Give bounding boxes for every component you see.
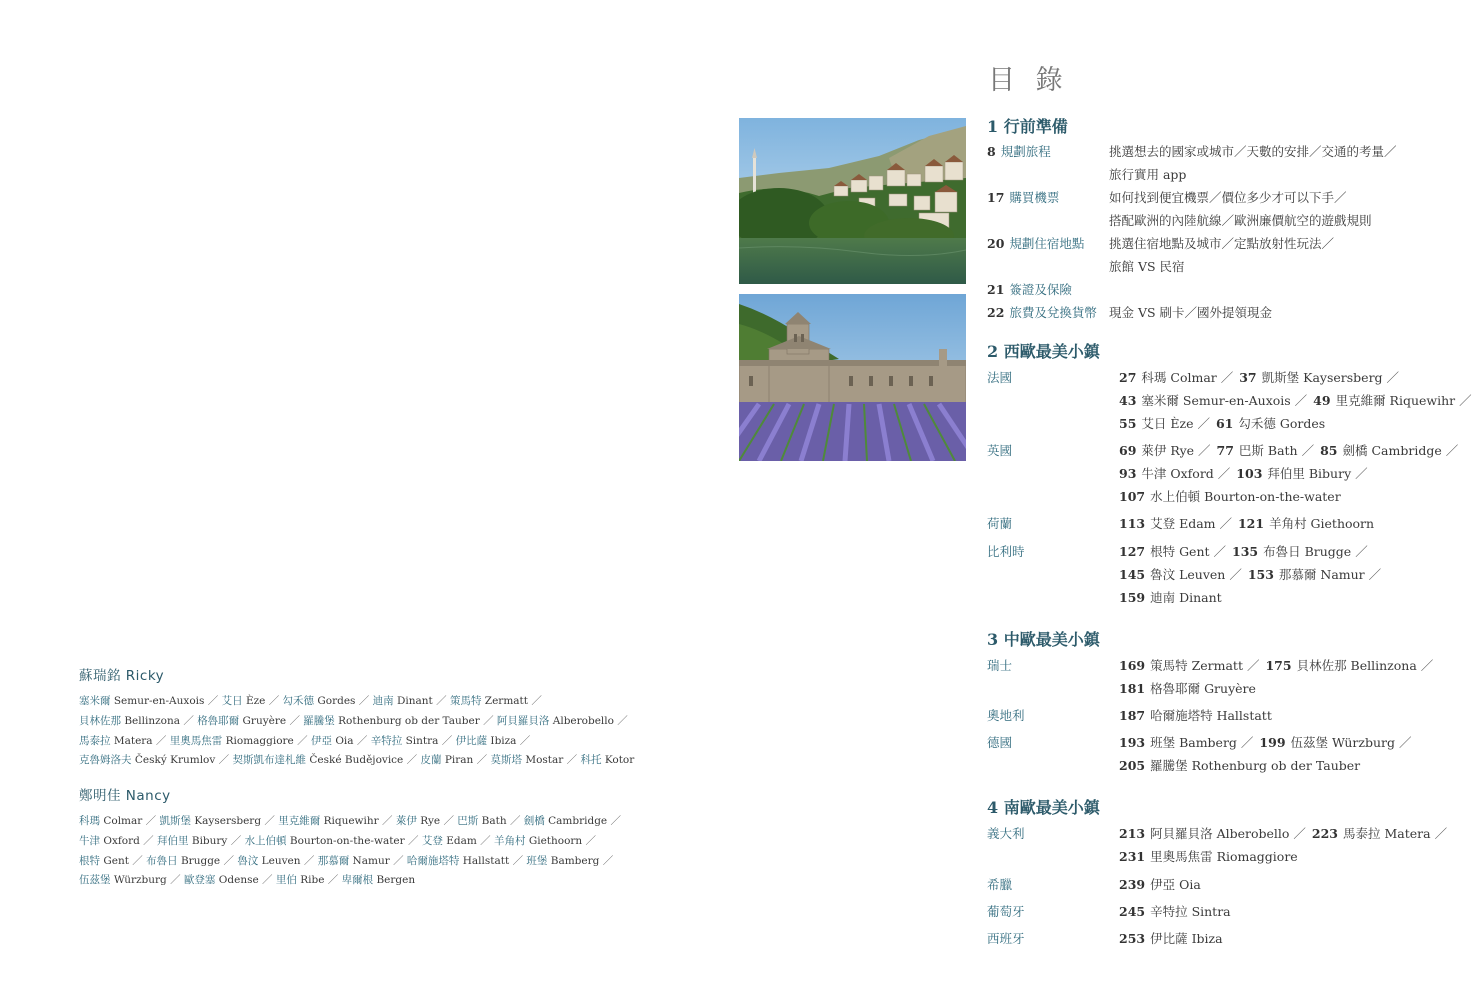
separator: ／ bbox=[610, 815, 621, 827]
country-name: 英國 bbox=[987, 443, 1013, 458]
town-line bbox=[1117, 731, 1411, 754]
town-name: 那慕爾 Namur bbox=[1278, 567, 1365, 582]
town-name-en: Bergen bbox=[376, 874, 416, 887]
town-name-zh: 班堡 bbox=[526, 854, 548, 867]
town-name-zh: 伊亞 bbox=[310, 734, 332, 747]
town-name-zh: 巴斯 bbox=[457, 815, 479, 827]
description-line: 旅行實用 app bbox=[1109, 167, 1187, 182]
town-name-en: Semur-en-Auxois bbox=[113, 695, 205, 707]
separator: ／ bbox=[436, 695, 447, 707]
town-name-zh: 羅騰堡 bbox=[303, 714, 335, 727]
entry-description bbox=[1109, 140, 1397, 186]
separator: ／ bbox=[408, 834, 419, 847]
page-number: 55 bbox=[1119, 416, 1137, 431]
separator: ／ bbox=[443, 815, 454, 827]
town-name: 阿貝羅貝洛 Alberobello bbox=[1150, 826, 1290, 841]
toc-title: 目 錄 bbox=[988, 65, 1069, 96]
town-name-zh: 迪南 bbox=[372, 695, 394, 707]
separator: ／ bbox=[1220, 370, 1234, 385]
town-name: 伍茲堡 Würzburg bbox=[1290, 735, 1395, 750]
town-line bbox=[1117, 654, 1433, 677]
page-number: 153 bbox=[1247, 567, 1274, 582]
author-town-line bbox=[79, 871, 719, 891]
author-town-line bbox=[79, 852, 719, 872]
town-line bbox=[1117, 485, 1458, 508]
town-name-zh: 阿貝羅貝洛 bbox=[496, 714, 550, 727]
page-number: 187 bbox=[1119, 708, 1146, 723]
town-name-zh: 格魯耶爾 bbox=[197, 714, 240, 727]
town-name-zh: 伍茲堡 bbox=[79, 874, 111, 887]
toc-entry-label bbox=[987, 186, 1059, 209]
author-town-line bbox=[79, 751, 719, 771]
town-line bbox=[1117, 822, 1447, 845]
country-name: 葡萄牙 bbox=[987, 904, 1025, 919]
town-name-en: České Budějovice bbox=[309, 754, 404, 767]
town-name: 迪南 Dinant bbox=[1150, 590, 1222, 605]
town-name-en: Würzburg bbox=[113, 874, 167, 887]
town-name-en: Český Krumlov bbox=[134, 754, 216, 767]
separator: ／ bbox=[1301, 443, 1315, 458]
town-list bbox=[1117, 731, 1411, 777]
town-list bbox=[1117, 366, 1472, 435]
town-name-zh: 羊角村 bbox=[493, 834, 526, 847]
town-line bbox=[1117, 512, 1374, 535]
town-name: 羅騰堡 Rothenburg ob der Tauber bbox=[1150, 758, 1361, 773]
town-name-zh: 那慕爾 bbox=[317, 854, 350, 867]
town-name: 班堡 Bamberg bbox=[1150, 735, 1237, 750]
town-name-en: Rothenburg ob der Tauber bbox=[338, 714, 480, 727]
separator: ／ bbox=[1293, 826, 1306, 841]
description-line: 現金 VS 刷卡／國外提領現金 bbox=[1109, 305, 1273, 320]
separator: ／ bbox=[218, 754, 230, 767]
town-list bbox=[1117, 654, 1433, 700]
town-name-zh: 艾登 bbox=[421, 834, 443, 847]
chapter-heading: 1 行前準備 bbox=[987, 117, 1068, 136]
town-line bbox=[1117, 754, 1411, 777]
photo-river-town bbox=[739, 118, 966, 284]
town-name-en: Cambridge bbox=[548, 815, 608, 827]
town-name: 艾登 Edam bbox=[1150, 516, 1216, 531]
page-number: 169 bbox=[1119, 658, 1146, 673]
town-name-zh: 布魯日 bbox=[146, 854, 178, 867]
town-list bbox=[1117, 704, 1272, 727]
town-name-zh: 艾日 bbox=[221, 695, 243, 707]
town-name-zh: 里克維爾 bbox=[278, 815, 321, 827]
town-name-zh: 馬泰拉 bbox=[79, 734, 111, 747]
separator: ／ bbox=[1434, 826, 1448, 841]
town-name-en: Gent bbox=[103, 854, 129, 867]
separator: ／ bbox=[1398, 735, 1412, 750]
town-name-en: Sintra bbox=[405, 734, 439, 747]
town-name: 萊伊 Rye bbox=[1141, 443, 1195, 458]
entry-description bbox=[1109, 232, 1334, 278]
author-name: 鄭明佳 Nancy bbox=[79, 788, 171, 804]
separator: ／ bbox=[297, 734, 308, 747]
town-line bbox=[1117, 439, 1458, 462]
description-line: 挑選住宿地點及城市／定點放射性玩法／ bbox=[1109, 236, 1335, 251]
town-name-en: Bamberg bbox=[550, 854, 600, 867]
town-name-zh: 哈爾施塔特 bbox=[406, 854, 460, 867]
separator: ／ bbox=[1219, 516, 1232, 531]
town-name: 里克維爾 Riquewihr bbox=[1335, 393, 1456, 408]
town-name-zh: 卑爾根 bbox=[341, 874, 374, 887]
town-name-zh: 拜伯里 bbox=[157, 834, 189, 847]
town-name-en: Oxford bbox=[103, 834, 140, 847]
author-nancy bbox=[79, 784, 719, 891]
country-name: 希臘 bbox=[987, 877, 1013, 892]
separator: ／ bbox=[483, 714, 494, 727]
toc-entry-label bbox=[987, 140, 1051, 163]
page-number: 37 bbox=[1239, 370, 1257, 385]
page-number: 223 bbox=[1311, 826, 1338, 841]
separator: ／ bbox=[268, 695, 280, 707]
town-line bbox=[1117, 873, 1201, 896]
separator: ／ bbox=[1217, 466, 1231, 481]
town-line bbox=[1117, 704, 1272, 727]
separator: ／ bbox=[183, 714, 194, 727]
town-name: 伊亞 Oia bbox=[1150, 877, 1201, 892]
town-list bbox=[1117, 540, 1381, 609]
photo-abbey-lavender bbox=[739, 294, 966, 461]
town-name: 馬泰拉 Matera bbox=[1343, 826, 1431, 841]
town-name-en: Odense bbox=[218, 874, 259, 887]
separator: ／ bbox=[476, 754, 488, 767]
page-number: 93 bbox=[1119, 466, 1137, 481]
separator: ／ bbox=[264, 815, 275, 827]
author-town-line bbox=[79, 692, 719, 712]
page-number: 22 bbox=[987, 305, 1005, 320]
town-name-en: Rye bbox=[420, 815, 441, 827]
town-name-zh: 契斯凱布達札維 bbox=[232, 754, 306, 767]
right-page bbox=[739, 0, 1478, 1000]
town-name-en: Kaysersberg bbox=[194, 815, 262, 827]
separator: ／ bbox=[1240, 735, 1254, 750]
town-name: 貝林佐那 Bellinzona bbox=[1296, 658, 1417, 673]
town-list bbox=[1117, 512, 1374, 535]
page-number: 17 bbox=[987, 190, 1005, 205]
page-number: 49 bbox=[1313, 393, 1331, 408]
town-line bbox=[1117, 677, 1433, 700]
page-number: 245 bbox=[1119, 904, 1146, 919]
page-number: 20 bbox=[987, 236, 1005, 251]
separator: ／ bbox=[617, 714, 628, 727]
town-list bbox=[1117, 822, 1447, 868]
town-name: 格魯耶爾 Gruyère bbox=[1150, 681, 1256, 696]
town-line bbox=[1117, 366, 1472, 389]
chapter-heading: 2 西歐最美小鎮 bbox=[987, 342, 1100, 361]
description-line: 挑選想去的國家或城市／天數的安排／交通的考量／ bbox=[1109, 144, 1397, 159]
country-name: 比利時 bbox=[987, 544, 1025, 559]
separator: ／ bbox=[1213, 544, 1227, 559]
country-name: 荷蘭 bbox=[987, 516, 1013, 531]
town-name-en: Èze bbox=[245, 695, 266, 707]
page-number: 253 bbox=[1119, 931, 1146, 946]
separator: ／ bbox=[602, 854, 614, 867]
town-line bbox=[1117, 927, 1223, 950]
town-name-zh: 劍橋 bbox=[523, 815, 545, 827]
separator: ／ bbox=[480, 834, 491, 847]
page-number: 113 bbox=[1119, 516, 1146, 531]
town-name-zh: 辛特拉 bbox=[370, 734, 403, 747]
town-name-zh: 貝林佐那 bbox=[79, 714, 121, 727]
town-name: 伊比薩 Ibiza bbox=[1150, 931, 1223, 946]
page-number: 103 bbox=[1236, 466, 1263, 481]
town-name-en: Bourton-on-the-water bbox=[289, 834, 405, 847]
town-name-zh: 伊比薩 bbox=[455, 734, 488, 747]
page-number: 135 bbox=[1232, 544, 1259, 559]
town-name: 策馬特 Zermatt bbox=[1150, 658, 1243, 673]
town-name: 辛特拉 Sintra bbox=[1150, 904, 1231, 919]
separator: ／ bbox=[145, 815, 157, 827]
author-town-line bbox=[79, 812, 719, 832]
town-name-zh: 牛津 bbox=[79, 834, 100, 847]
country-name: 瑞士 bbox=[987, 658, 1013, 673]
author-town-line bbox=[79, 732, 719, 752]
separator: ／ bbox=[1355, 544, 1368, 559]
author-town-list bbox=[79, 812, 719, 891]
separator: ／ bbox=[155, 734, 167, 747]
page-number: 175 bbox=[1265, 658, 1292, 673]
separator: ／ bbox=[207, 695, 219, 707]
page-number: 199 bbox=[1259, 735, 1286, 750]
town-name: 水上伯頓 Bourton-on-the-water bbox=[1150, 489, 1341, 504]
town-name: 凱斯堡 Kaysersberg bbox=[1261, 370, 1383, 385]
town-name: 魯汶 Leuven bbox=[1150, 567, 1226, 582]
page-number: 127 bbox=[1119, 544, 1146, 559]
separator: ／ bbox=[303, 854, 315, 867]
town-name-en: Piran bbox=[444, 754, 474, 767]
town-name-en: Hallstatt bbox=[462, 854, 510, 867]
separator: ／ bbox=[223, 854, 234, 867]
town-line bbox=[1117, 586, 1381, 609]
town-name-en: Edam bbox=[446, 834, 477, 847]
town-name: 布魯日 Brugge bbox=[1263, 544, 1352, 559]
town-name-zh: 科瑪 bbox=[79, 815, 100, 827]
separator: ／ bbox=[327, 874, 339, 887]
page-number: 107 bbox=[1119, 489, 1146, 504]
separator: ／ bbox=[1229, 567, 1242, 582]
town-name-en: Kotor bbox=[604, 754, 635, 767]
town-name: 劍橋 Cambridge bbox=[1342, 443, 1442, 458]
town-line bbox=[1117, 540, 1381, 563]
country-name: 法國 bbox=[987, 370, 1013, 385]
chapter-heading: 3 中歐最美小鎮 bbox=[987, 630, 1100, 649]
town-name-zh: 魯汶 bbox=[237, 854, 259, 867]
description-line: 如何找到便宜機票／價位多少才可以下手／ bbox=[1109, 190, 1347, 205]
entry-title: 規劃旅程 bbox=[1000, 144, 1051, 159]
town-name-zh: 塞米爾 bbox=[79, 695, 111, 707]
entry-title: 購買機票 bbox=[1009, 190, 1060, 205]
town-line bbox=[1117, 389, 1472, 412]
separator: ／ bbox=[1368, 567, 1382, 582]
page-number: 145 bbox=[1119, 567, 1146, 582]
town-name-en: Dinant bbox=[396, 695, 433, 707]
town-line bbox=[1117, 900, 1231, 923]
page-number: 239 bbox=[1119, 877, 1146, 892]
separator: ／ bbox=[1198, 443, 1211, 458]
country-name: 奧地利 bbox=[987, 708, 1025, 723]
separator: ／ bbox=[262, 874, 273, 887]
separator: ／ bbox=[393, 854, 404, 867]
separator: ／ bbox=[170, 874, 181, 887]
entry-description bbox=[1109, 186, 1372, 232]
town-line bbox=[1117, 563, 1381, 586]
separator: ／ bbox=[1445, 443, 1459, 458]
town-name: 艾日 Èze bbox=[1141, 416, 1194, 431]
town-name-en: Riquewihr bbox=[323, 815, 379, 827]
town-name-zh: 凱斯堡 bbox=[159, 815, 191, 827]
separator: ／ bbox=[512, 854, 524, 867]
separator: ／ bbox=[289, 714, 300, 727]
page-number: 231 bbox=[1119, 849, 1146, 864]
page-number: 121 bbox=[1237, 516, 1265, 531]
toc-entry-label bbox=[987, 232, 1084, 255]
separator: ／ bbox=[441, 734, 453, 747]
town-name-zh: 歐登塞 bbox=[183, 874, 216, 887]
town-name-en: Leuven bbox=[261, 854, 301, 867]
town-name-en: Alberobello bbox=[552, 714, 614, 727]
town-name-en: Bath bbox=[481, 815, 507, 827]
author-name: 蘇瑞銘 Ricky bbox=[79, 668, 165, 684]
town-name-en: Zermatt bbox=[484, 695, 528, 707]
page-number: 181 bbox=[1119, 681, 1146, 696]
chapter-heading: 4 南歐最美小鎮 bbox=[987, 798, 1100, 817]
separator: ／ bbox=[519, 734, 531, 747]
separator: ／ bbox=[358, 695, 370, 707]
town-line bbox=[1117, 412, 1472, 435]
entry-title: 簽證及保險 bbox=[1009, 282, 1072, 297]
author-town-line bbox=[79, 832, 719, 852]
town-name-zh: 皮蘭 bbox=[420, 754, 442, 767]
page-number: 193 bbox=[1119, 735, 1146, 750]
town-name-en: Ibiza bbox=[490, 734, 517, 747]
town-name-zh: 克魯姆洛夫 bbox=[79, 754, 132, 767]
town-name-en: Namur bbox=[352, 854, 390, 867]
description-line: 旅館 VS 民宿 bbox=[1109, 259, 1185, 274]
page-number: 21 bbox=[987, 282, 1005, 297]
town-line bbox=[1117, 845, 1447, 868]
town-name: 羊角村 Giethoorn bbox=[1269, 516, 1375, 531]
separator: ／ bbox=[406, 754, 418, 767]
entry-title: 規劃住宿地點 bbox=[1009, 236, 1085, 251]
entry-title: 旅費及兌換貨幣 bbox=[1009, 305, 1097, 320]
town-name-en: Gruyère bbox=[242, 714, 287, 727]
town-name-en: Colmar bbox=[103, 815, 143, 827]
page-number: 205 bbox=[1119, 758, 1146, 773]
town-name-zh: 科托 bbox=[580, 754, 602, 767]
author-ricky bbox=[79, 664, 719, 771]
town-name: 里奧馬焦雷 Riomaggiore bbox=[1150, 849, 1298, 864]
town-name-en: Mostar bbox=[525, 754, 564, 767]
town-name-en: Ribe bbox=[300, 874, 325, 887]
town-name-en: Matera bbox=[113, 734, 153, 747]
town-line bbox=[1117, 462, 1458, 485]
separator: ／ bbox=[1420, 658, 1434, 673]
town-name: 巴斯 Bath bbox=[1238, 443, 1298, 458]
separator: ／ bbox=[566, 754, 578, 767]
separator: ／ bbox=[230, 834, 242, 847]
page-number: 27 bbox=[1119, 370, 1137, 385]
town-name-zh: 里伯 bbox=[275, 874, 297, 887]
town-name-zh: 根特 bbox=[79, 854, 100, 867]
town-name-zh: 策馬特 bbox=[449, 695, 482, 707]
country-name: 義大利 bbox=[987, 826, 1025, 841]
town-name-en: Bibury bbox=[191, 834, 228, 847]
page-number: 159 bbox=[1119, 590, 1146, 605]
toc-entry-label bbox=[987, 301, 1097, 324]
separator: ／ bbox=[1355, 466, 1368, 481]
town-name-en: Brugge bbox=[180, 854, 221, 867]
town-name: 科瑪 Colmar bbox=[1141, 370, 1217, 385]
town-name-zh: 莫斯塔 bbox=[490, 754, 522, 767]
description-line: 搭配歐洲的內陸航線／歐洲廉價航空的遊戲規則 bbox=[1109, 213, 1372, 228]
author-town-line bbox=[79, 712, 719, 732]
town-name: 牛津 Oxford bbox=[1141, 466, 1214, 481]
town-name-en: Bellinzona bbox=[124, 714, 180, 727]
separator: ／ bbox=[132, 854, 143, 867]
separator: ／ bbox=[382, 815, 393, 827]
page-number: 213 bbox=[1119, 826, 1146, 841]
town-name-zh: 水上伯頓 bbox=[244, 834, 287, 847]
toc-entry-label bbox=[987, 278, 1072, 301]
separator: ／ bbox=[509, 815, 521, 827]
town-name-zh: 萊伊 bbox=[395, 815, 417, 827]
separator: ／ bbox=[1294, 393, 1308, 408]
separator: ／ bbox=[1459, 393, 1472, 408]
town-name-en: Giethoorn bbox=[528, 834, 583, 847]
page-number: 43 bbox=[1119, 393, 1137, 408]
town-name-en: Gordes bbox=[317, 695, 356, 707]
town-name: 根特 Gent bbox=[1150, 544, 1210, 559]
town-list bbox=[1117, 873, 1201, 896]
entry-description bbox=[1109, 301, 1272, 324]
town-name: 哈爾施塔特 Hallstatt bbox=[1150, 708, 1272, 723]
town-name: 拜伯里 Bibury bbox=[1267, 466, 1352, 481]
town-list bbox=[1117, 439, 1458, 508]
town-name-en: Oia bbox=[335, 734, 354, 747]
town-name-en: Riomaggiore bbox=[225, 734, 294, 747]
town-list bbox=[1117, 900, 1231, 923]
separator: ／ bbox=[356, 734, 368, 747]
town-name-zh: 勾禾德 bbox=[282, 695, 315, 707]
country-name: 德國 bbox=[987, 735, 1013, 750]
separator: ／ bbox=[143, 834, 154, 847]
separator: ／ bbox=[531, 695, 542, 707]
page-number: 77 bbox=[1216, 443, 1234, 458]
separator: ／ bbox=[585, 834, 597, 847]
page-number: 69 bbox=[1119, 443, 1137, 458]
country-name: 西班牙 bbox=[987, 931, 1025, 946]
separator: ／ bbox=[1246, 658, 1260, 673]
town-list bbox=[1117, 927, 1223, 950]
author-town-list bbox=[79, 692, 719, 771]
page-number: 85 bbox=[1320, 443, 1338, 458]
town-name: 勾禾德 Gordes bbox=[1238, 416, 1326, 431]
separator: ／ bbox=[1197, 416, 1210, 431]
page-number: 8 bbox=[987, 144, 996, 159]
town-name-zh: 里奧馬焦雷 bbox=[169, 734, 223, 747]
separator: ／ bbox=[1386, 370, 1400, 385]
page-number: 61 bbox=[1215, 416, 1234, 431]
town-name: 塞米爾 Semur-en-Auxois bbox=[1141, 393, 1291, 408]
